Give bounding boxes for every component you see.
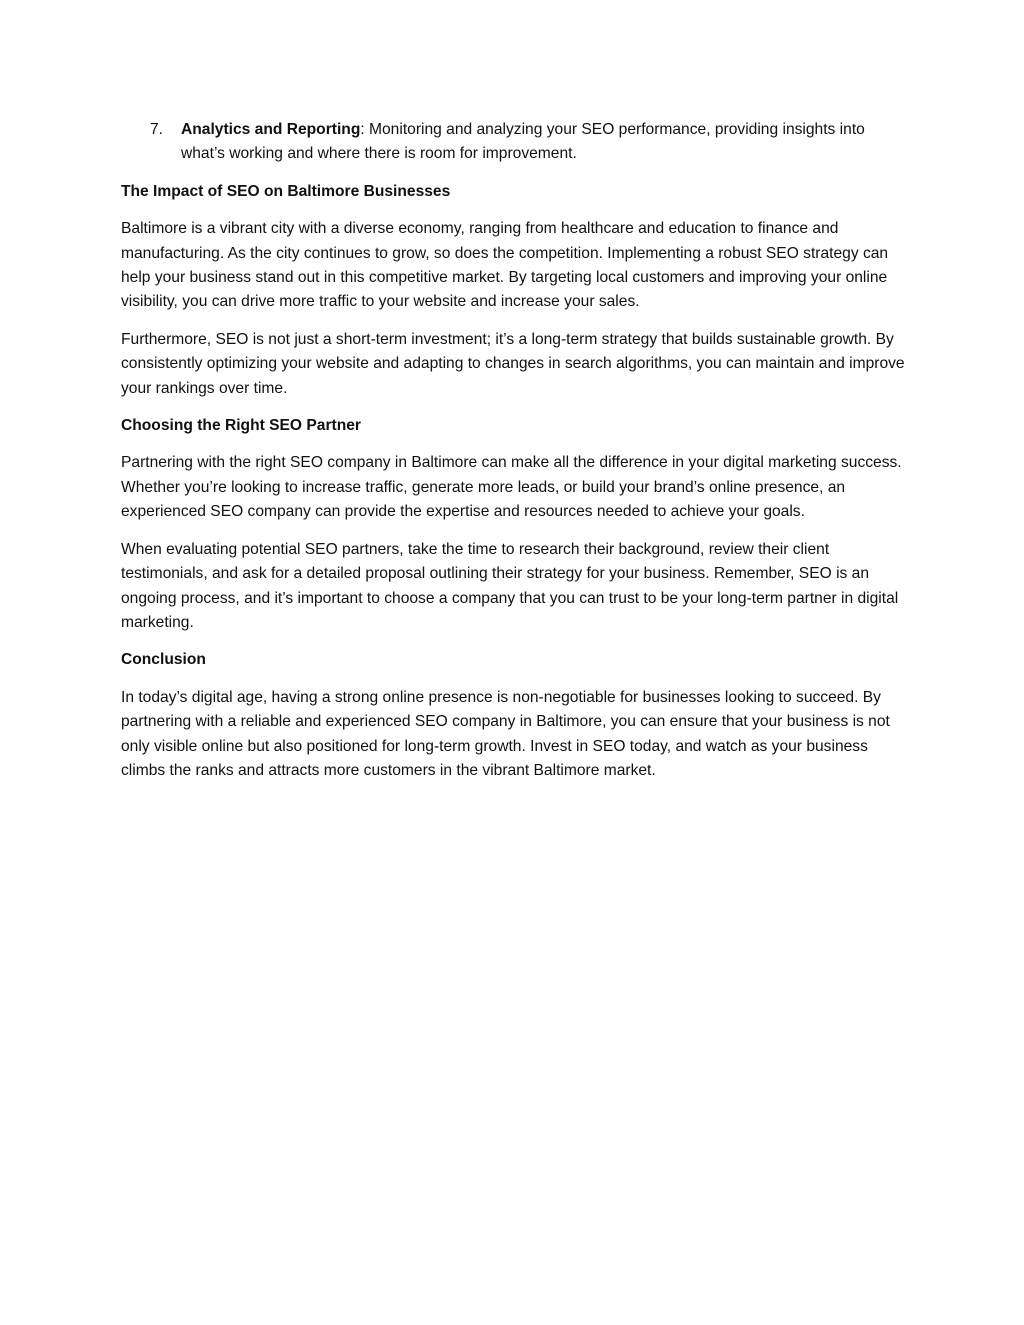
paragraph-evaluating-partners: When evaluating potential SEO partners, take the time to research their background, review their client testimonials, and ask for a detailed proposal outlining their strategy for your business. Remember, SEO is an ongoing process, and it’s important to choose a company that you can trust to be your long-term partner in digital marketing. <box>121 540 899 631</box>
paragraph-long-term-strategy: Furthermore, SEO is not just a short-term investment; it’s a long-term strategy that builds sustainable growth. By consistently optimizing your website and adapting to changes in search algorithms, you can maintain and improve your rankings over time. <box>121 330 905 397</box>
document-page <box>121 118 911 796</box>
section-heading-impact: The Impact of SEO on Baltimore Businesses <box>121 182 451 200</box>
list-number: 7. <box>150 121 164 138</box>
paragraph-partnering: Partnering with the right SEO company in Baltimore can make all the difference in your digital marketing success. Whether you’re looking to increase traffic, generate more leads, or build your brand’s online presence, an experienced SEO company can provide the expertise and resources needed to achieve your goals. <box>121 454 902 521</box>
paragraph-baltimore-economy: Baltimore is a vibrant city with a diverse economy, ranging from healthcare and education to finance and manufacturing. As the city continues to grow, so does the competition. Implementing a robust SEO strategy can help your business stand out in this competitive market. By targeting local customers and improving your online visibility, you can drive more traffic to your website and increase your sales. <box>121 220 889 311</box>
paragraph-conclusion: In today’s digital age, having a strong online presence is non-negotiable for businesses looking to succeed. By partnering with a reliable and experienced SEO company in Baltimore, you can ensure that your business is not only visible online but also positioned for long-term growth. Invest in SEO today, and watch as your business climbs the ranks and attracts more customers in the vibrant Baltimore market. <box>121 688 890 779</box>
section-heading-conclusion: Conclusion <box>121 651 206 669</box>
list-item-term: Analytics and Reporting <box>181 121 361 138</box>
section-heading-choosing-partner: Choosing the Right SEO Partner <box>121 417 361 435</box>
list-item-analytics-reporting <box>121 118 911 167</box>
list-item-text: : Monitoring and analyzing your SEO performance, providing insights into what’s working and where there is room for improvement. <box>181 121 865 163</box>
